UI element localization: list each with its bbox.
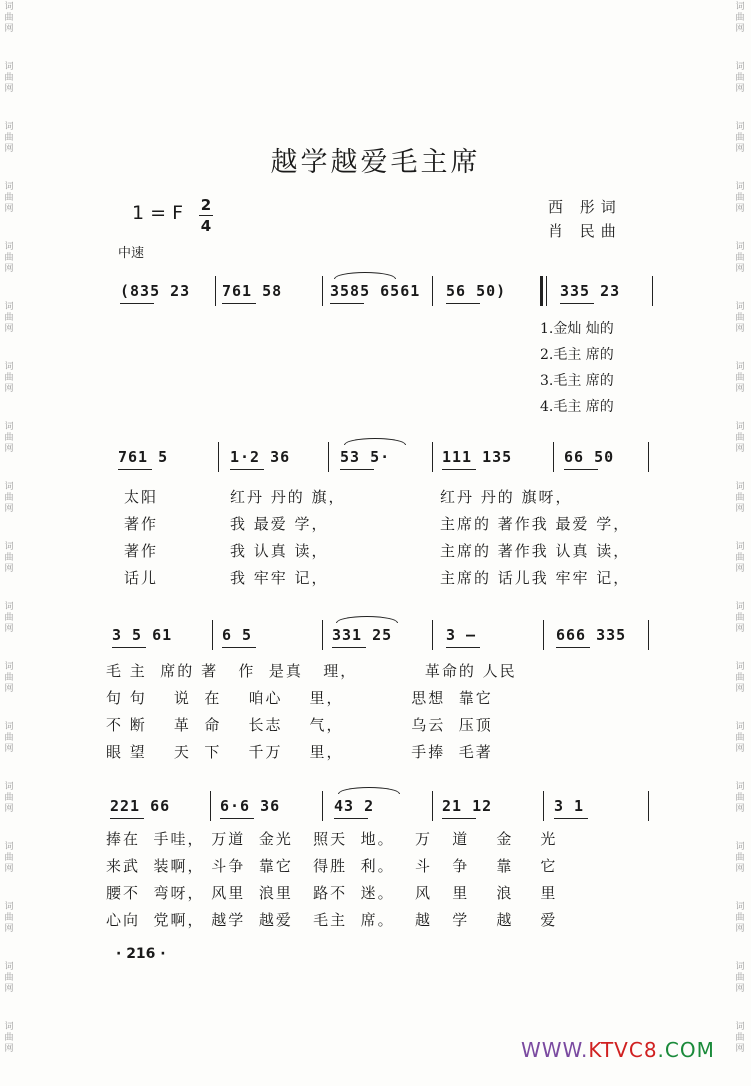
watermark-mark: 词 曲 网 xyxy=(735,302,745,334)
lyric-line: 主席的 著作我 认真 读， xyxy=(440,542,631,560)
watermark-mark: 词 曲 网 xyxy=(735,1022,745,1054)
note-group: 21 12 xyxy=(442,797,493,815)
bar-line xyxy=(546,276,547,306)
watermark-mark: 词 曲 网 xyxy=(735,182,745,214)
watermark-mark: 词 曲 网 xyxy=(735,2,745,34)
watermark-mark: 词 曲 网 xyxy=(735,662,745,694)
time-denominator: 4 xyxy=(200,217,212,235)
note-group: 761 5 xyxy=(118,448,169,466)
note-group: 3585 6561 xyxy=(330,282,421,300)
lyric-line: 捧在 手哇， 万道 金光 照天 地。 万 道 金 光 xyxy=(106,830,558,848)
verse-label: 4.毛主 席的 xyxy=(540,399,614,415)
watermark-mark: 词 曲 网 xyxy=(4,242,14,274)
lyric-line: 句 句 说 在 咱心 里， 思想 靠它 xyxy=(106,689,493,707)
verse-label: 1.金灿 灿的 xyxy=(540,321,614,337)
watermark-mark: 词 曲 网 xyxy=(735,842,745,874)
slur xyxy=(338,787,400,794)
beam-line xyxy=(330,303,364,304)
lyric-line: 红丹 丹的 旗呀， xyxy=(440,488,573,506)
lyric-line: 心向 党啊， 越学 越爱 毛主 席。 越 学 越 爱 xyxy=(106,911,558,929)
watermark-mark: 词 曲 网 xyxy=(735,962,745,994)
bar-line xyxy=(432,620,433,650)
watermark-mark: 词 曲 网 xyxy=(4,182,14,214)
lyric-line: 眼 望 天 下 千万 里， 手捧 毛著 xyxy=(106,743,493,761)
watermark-mark: 词 曲 网 xyxy=(735,602,745,634)
watermark-mark: 词 曲 网 xyxy=(4,1022,14,1054)
watermark-mark: 词 曲 网 xyxy=(735,902,745,934)
beam-line xyxy=(340,469,374,470)
note-group: 761 58 xyxy=(222,282,283,300)
watermark-mark: 词 曲 网 xyxy=(4,2,14,34)
repeat-bar xyxy=(540,276,543,306)
lyric-line: 我 最爱 学， xyxy=(230,515,329,533)
time-signature xyxy=(199,196,213,235)
watermark-mark: 词 曲 网 xyxy=(4,62,14,94)
note-group: 1·2 36 xyxy=(230,448,291,466)
note-group: 331 25 xyxy=(332,626,393,644)
lyricist-credit: 西 彤词 xyxy=(548,198,622,216)
lyric-line: 著作 xyxy=(124,542,159,560)
beam-line xyxy=(222,303,256,304)
watermark-mark: 词 曲 网 xyxy=(735,362,745,394)
note-group: 6·6 36 xyxy=(220,797,281,815)
watermark-mark: 词 曲 网 xyxy=(4,482,14,514)
bar-line xyxy=(210,791,211,821)
watermark-mark: 词 曲 网 xyxy=(4,722,14,754)
verse-label: 3.毛主 席的 xyxy=(540,373,614,389)
verse-label: 2.毛主 席的 xyxy=(540,347,614,363)
watermark-mark: 词 曲 网 xyxy=(735,62,745,94)
note-group: 221 66 xyxy=(110,797,171,815)
watermark-mark: 词 曲 网 xyxy=(4,902,14,934)
page-number: · 216 · xyxy=(116,946,166,962)
lyric-line: 主席的 话儿我 牢牢 记， xyxy=(440,569,631,587)
bar-line xyxy=(322,791,323,821)
watermark-mark: 词 曲 网 xyxy=(4,602,14,634)
beam-line xyxy=(332,647,366,648)
bar-line xyxy=(215,276,216,306)
beam-line xyxy=(446,303,480,304)
slur xyxy=(334,272,396,279)
lyric-line: 来武 装啊， 斗争 靠它 得胜 利。 斗 争 靠 它 xyxy=(106,857,558,875)
lyric-line: 太阳 xyxy=(124,488,159,506)
site-url-part: .COM xyxy=(657,1038,715,1062)
beam-line xyxy=(220,818,254,819)
note-group: 43 2 xyxy=(334,797,375,815)
bar-line xyxy=(322,620,323,650)
beam-line xyxy=(120,303,154,304)
watermark-mark: 词 曲 网 xyxy=(4,842,14,874)
bar-line xyxy=(432,791,433,821)
bar-line xyxy=(328,442,329,472)
bar-line xyxy=(652,276,653,306)
site-url-part: WWW. xyxy=(521,1038,589,1062)
bar-line xyxy=(432,276,433,306)
lyric-line: 话儿 xyxy=(124,569,159,587)
watermark-mark: 词 曲 网 xyxy=(4,962,14,994)
beam-line xyxy=(442,818,476,819)
watermark-mark: 词 曲 网 xyxy=(735,722,745,754)
watermark-mark: 词 曲 网 xyxy=(735,542,745,574)
watermark-mark: 词 曲 网 xyxy=(735,122,745,154)
site-url xyxy=(521,1038,715,1062)
beam-line xyxy=(112,647,146,648)
lyric-line: 我 认真 读， xyxy=(230,542,329,560)
lyric-line: 著作 xyxy=(124,515,159,533)
note-group: 66 50 xyxy=(564,448,615,466)
note-group: 6 5 xyxy=(222,626,253,644)
bar-line xyxy=(218,442,219,472)
lyric-line: 主席的 著作我 最爱 学， xyxy=(440,515,631,533)
composer-credit: 肖 民曲 xyxy=(548,222,622,240)
watermark-mark: 词 曲 网 xyxy=(4,542,14,574)
beam-line xyxy=(334,818,368,819)
beam-line xyxy=(554,818,588,819)
note-group: 56 50) xyxy=(446,282,507,300)
note-group: 3 — xyxy=(446,626,477,644)
note-group: 3 5 61 xyxy=(112,626,173,644)
watermark-mark: 词 曲 网 xyxy=(4,422,14,454)
lyric-line: 我 牢牢 记， xyxy=(230,569,329,587)
lyric-line: 毛 主 席的 著 作 是真 理， 革命的 人民 xyxy=(106,662,517,680)
bar-line xyxy=(543,620,544,650)
bar-line xyxy=(648,620,649,650)
note-group: (835 23 xyxy=(120,282,191,300)
watermark-mark: 词 曲 网 xyxy=(4,122,14,154)
slur xyxy=(344,438,406,445)
key-signature: 1 = F xyxy=(132,202,184,224)
bar-line xyxy=(212,620,213,650)
beam-line xyxy=(110,818,144,819)
bar-line xyxy=(553,442,554,472)
watermark-mark: 词 曲 网 xyxy=(4,662,14,694)
beam-line xyxy=(446,647,480,648)
beam-line xyxy=(442,469,476,470)
watermark-mark: 词 曲 网 xyxy=(735,482,745,514)
slur xyxy=(336,616,398,623)
lyric-line: 红丹 丹的 旗， xyxy=(230,488,346,506)
watermark-mark: 词 曲 网 xyxy=(4,782,14,814)
beam-line xyxy=(564,469,598,470)
bar-line xyxy=(543,791,544,821)
note-group: 666 335 xyxy=(556,626,627,644)
watermark-mark: 词 曲 网 xyxy=(735,242,745,274)
bar-line xyxy=(648,791,649,821)
beam-line xyxy=(230,469,264,470)
note-group: 53 5· xyxy=(340,448,391,466)
watermark-mark: 词 曲 网 xyxy=(4,362,14,394)
tempo-marking: 中速 xyxy=(118,246,145,261)
watermark-mark: 词 曲 网 xyxy=(4,302,14,334)
time-numerator: 2 xyxy=(200,196,212,214)
beam-line xyxy=(118,469,152,470)
beam-line xyxy=(560,303,594,304)
bar-line xyxy=(432,442,433,472)
bar-line xyxy=(322,276,323,306)
note-group: 111 135 xyxy=(442,448,513,466)
watermark-mark: 词 曲 网 xyxy=(735,782,745,814)
song-title: 越学越爱毛主席 xyxy=(270,147,481,178)
beam-line xyxy=(556,647,590,648)
watermark-mark: 词 曲 网 xyxy=(735,422,745,454)
note-group: 3 1 xyxy=(554,797,585,815)
bar-line xyxy=(648,442,649,472)
lyric-line: 不 断 革 命 长志 气， 乌云 压顶 xyxy=(106,716,493,734)
note-group: 335 23 xyxy=(560,282,621,300)
lyric-line: 腰不 弯呀， 风里 浪里 路不 迷。 风 里 浪 里 xyxy=(106,884,558,902)
site-url-part: KTVC8 xyxy=(588,1038,658,1062)
site-watermark xyxy=(521,1038,715,1062)
beam-line xyxy=(222,647,256,648)
